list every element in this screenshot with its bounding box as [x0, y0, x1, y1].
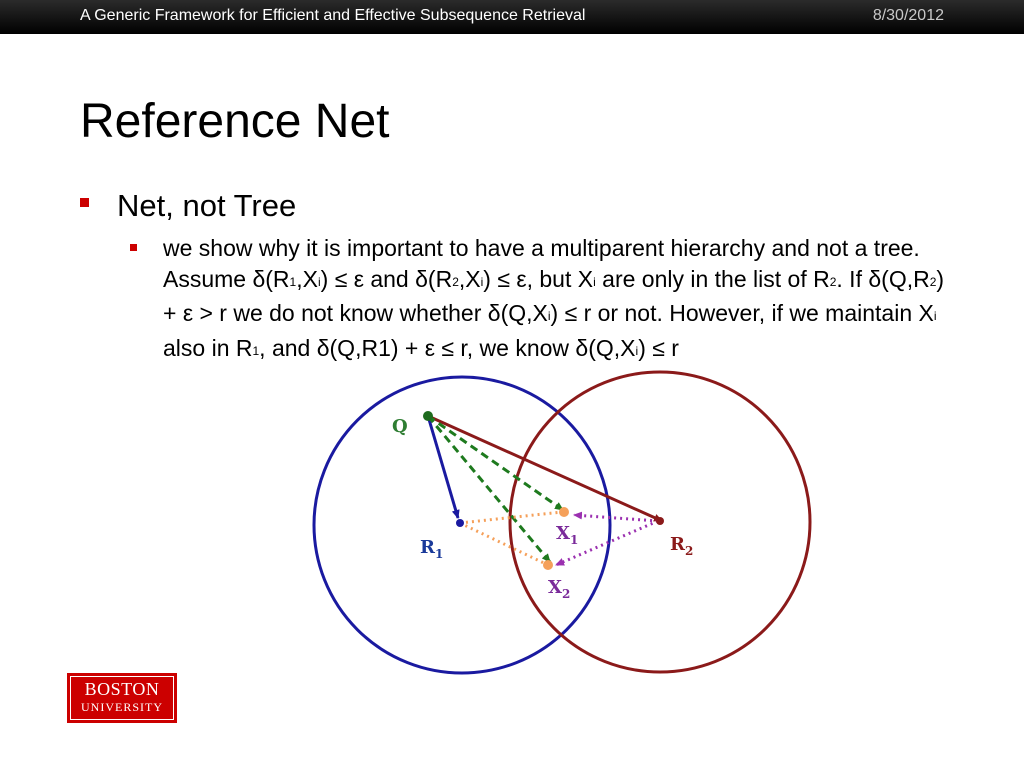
slide-date: 8/30/2012	[872, 7, 944, 24]
label-q: Q	[392, 416, 408, 437]
logo-line2: UNIVERSITY	[81, 700, 163, 714]
edge-q-r1	[428, 416, 458, 518]
point-r2	[656, 517, 664, 525]
label-r1: $R_1$	[420, 537, 444, 561]
logo-line1: BOSTON	[84, 679, 160, 699]
point-r1	[456, 519, 464, 527]
edge-r1-x2	[460, 523, 548, 565]
point-x2	[543, 560, 553, 570]
bullet-level2-text: we show why it is important to have a multiparent hierarchy and not a tree. Assume $\delta(R_1,X_i) \le \varepsilon$ and $\delta(R_2,X_i) \le \varepsilon$, but $X_i$ are only in the list of $R_2$. If $\delta(Q,R_2) + \varepsilon > r$ we do not know whether $\delta(Q,X_i) \le r$ or not. However, if we maintain $X_i$ also in $R_1$, and δ(Q,R1) + ε ≤ r, we know $\delta(Q,X_i) \le r$	[163, 235, 945, 361]
label-x1: $X_1$	[556, 523, 579, 547]
point-x1	[559, 507, 569, 517]
boston-university-logo	[67, 673, 177, 723]
edge-q-x2	[428, 416, 550, 562]
presentation-title: A Generic Framework for Efficient and Effective Subsequence Retrieval	[80, 7, 586, 24]
label-r2: $R_2$	[670, 534, 694, 558]
slide-title: Reference Net	[80, 95, 390, 148]
edge-q-r2	[428, 416, 662, 521]
bullet-level1-text: Net, not Tree	[117, 188, 297, 223]
label-x2: $X_2$	[548, 577, 571, 601]
point-q	[423, 411, 433, 421]
edge-r2-x1	[574, 515, 658, 521]
